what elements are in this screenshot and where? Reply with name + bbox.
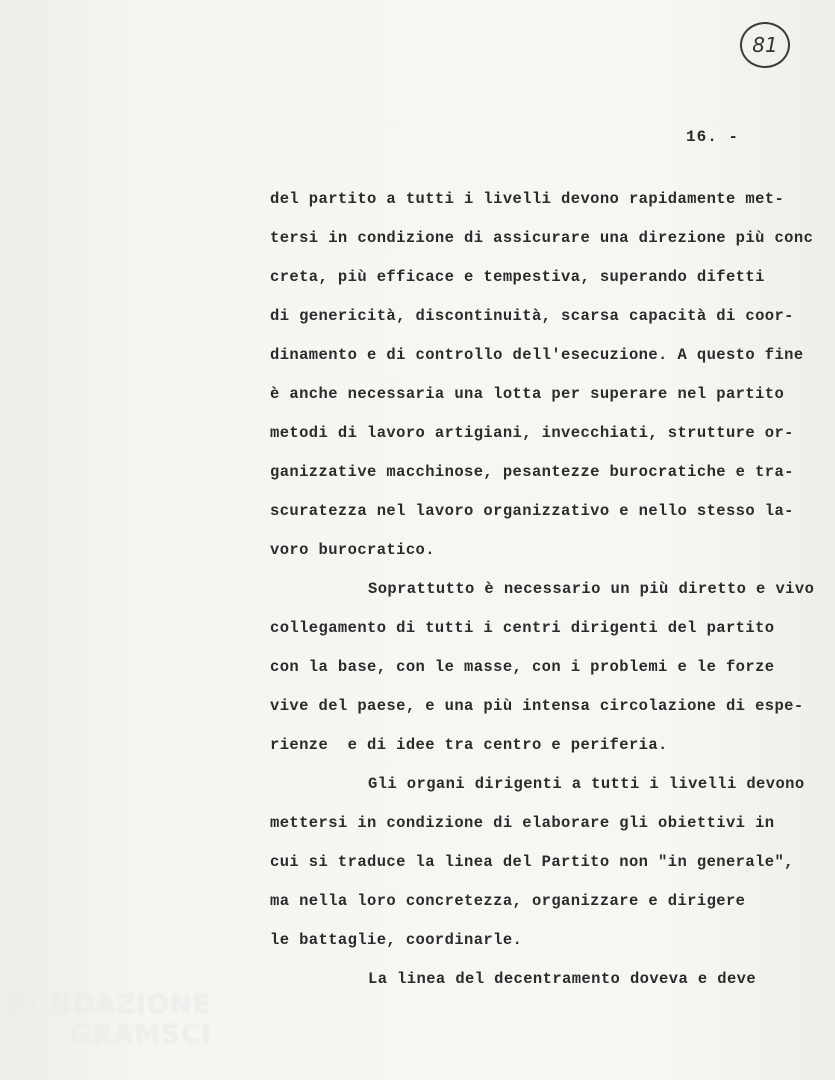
watermark-line-1: FONDAZIONE: [8, 990, 212, 1020]
text-line: le battaglie, coordinarle.: [270, 931, 523, 949]
text-line: dinamento e di controllo dell'esecuzione. A questo fine: [270, 346, 804, 364]
text-line: di genericità, discontinuità, scarsa capacità di coor-: [270, 307, 794, 325]
text-line: Gli organi dirigenti a tutti i livelli devono: [368, 775, 805, 793]
archive-watermark: [8, 990, 212, 1050]
text-line: metodi di lavoro artigiani, invecchiati, strutture or-: [270, 424, 794, 442]
text-line: con la base, con le masse, con i problemi e le forze: [270, 658, 775, 676]
text-line: cui si traduce la linea del Partito non "in generale",: [270, 853, 794, 871]
text-line: rienze e di idee tra centro e periferia.: [270, 736, 668, 754]
text-line: Soprattutto è necessario un più diretto e vivo: [368, 580, 815, 598]
page-number: 16. -: [686, 128, 740, 146]
text-line: collegamento di tutti i centri dirigenti del partito: [270, 619, 775, 637]
text-line: voro burocratico.: [270, 541, 435, 559]
text-line: scuratezza nel lavoro organizzativo e nello stesso la-: [270, 502, 794, 520]
text-line: mettersi in condizione di elaborare gli obiettivi in: [270, 814, 775, 832]
text-line: ma nella loro concretezza, organizzare e dirigere: [270, 892, 746, 910]
text-line: tersi in condizione di assicurare una direzione più conc: [270, 229, 814, 247]
text-line: La linea del decentramento doveva e deve: [368, 970, 757, 988]
text-line: è anche necessaria una lotta per superare nel partito: [270, 385, 785, 403]
text-line: ganizzative macchinose, pesantezze burocratiche e tra-: [270, 463, 794, 481]
watermark-line-2: GRAMSCI: [70, 1020, 212, 1050]
text-line: creta, più efficace e tempestiva, superando difetti: [270, 268, 765, 286]
text-line: del partito a tutti i livelli devono rapidamente met-: [270, 190, 785, 208]
folio-number: 81: [752, 33, 778, 57]
folio-number-circle: [740, 22, 790, 68]
text-line: vive del paese, e una più intensa circolazione di espe-: [270, 697, 804, 715]
